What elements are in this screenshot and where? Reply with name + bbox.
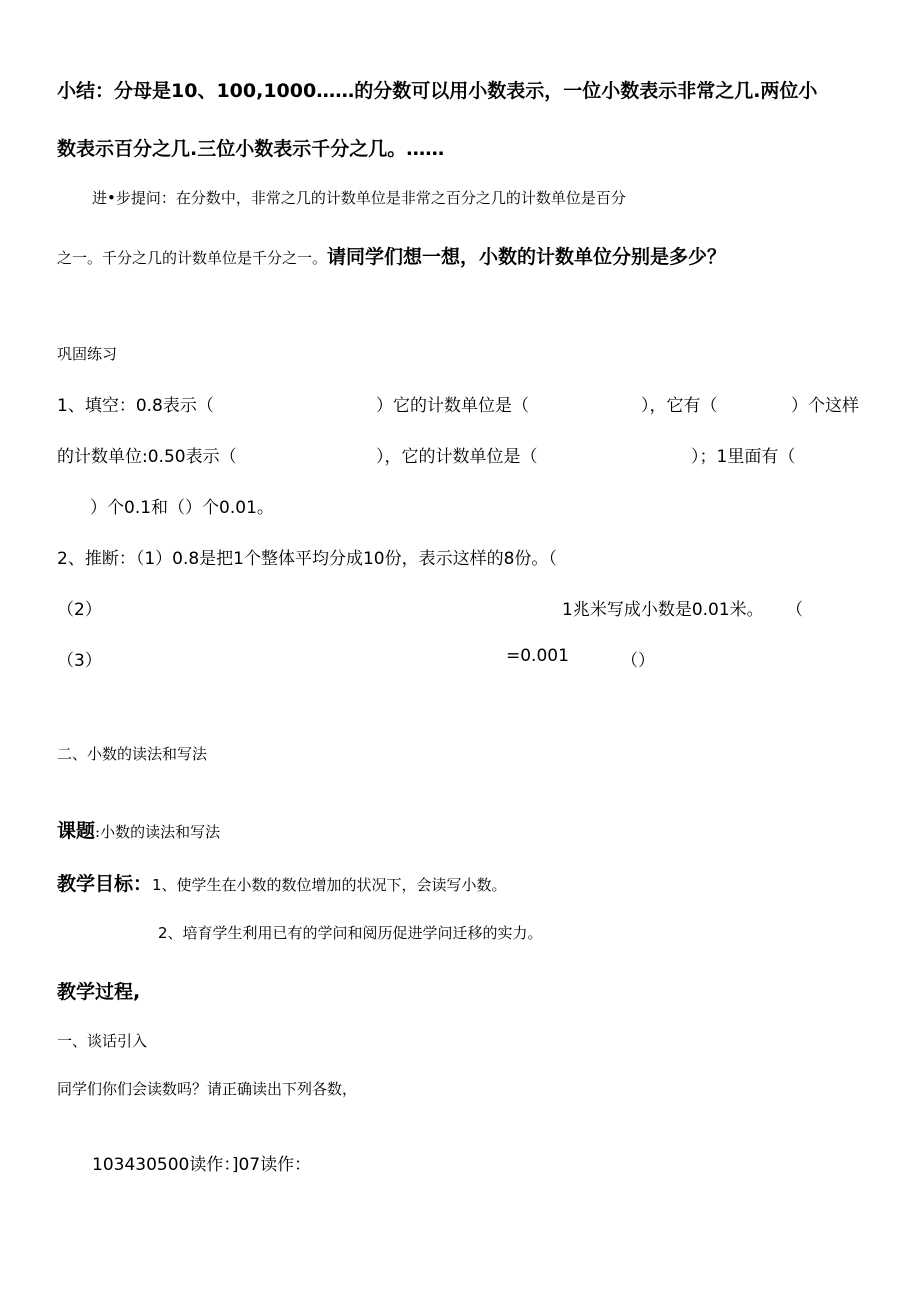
goal-label: 教学目标：: [57, 873, 153, 895]
intro-heading: 一、谈话引入: [57, 1032, 148, 1050]
q2-item-3-paren: （）: [621, 651, 655, 671]
q1-part-b3: ）；1里面有（: [691, 447, 796, 467]
topic-line: [57, 816, 220, 843]
q1-part-a2: ）它的计数单位是（: [376, 396, 529, 416]
q2-item-2-text: 1兆米写成小数是0.01米。: [562, 600, 764, 620]
q1-part-c1: ）个0.1和（）个0.01。: [90, 498, 274, 518]
goal-1: 1、使学生在小数的数位增加的状况下，会读写小数。: [152, 876, 507, 894]
goal-2: 2、培育学生利用已有的学问和阅历促进学问迁移的实力。: [158, 924, 543, 942]
topic-text: :小数的读法和写法: [95, 823, 221, 841]
section-2-title: 二、小数的读法和写法: [57, 745, 208, 763]
topic-label: 课题: [57, 820, 96, 842]
q2-item-2-label: （2）: [57, 600, 102, 620]
intro-question: 同学们你们会读数吗？请正确读出下列各数，: [57, 1080, 358, 1098]
practice-heading: 巩固练习: [57, 345, 118, 363]
q2-item-3-text: =0.001: [506, 646, 569, 666]
q1-part-b2: ），它的计数单位是（: [376, 447, 538, 467]
number-reading-line: 103430500读作：]07读作：: [92, 1155, 312, 1175]
goal-line: [57, 869, 507, 896]
summary-line-2: 数表示百分之几.三位小数表示千分之几。……: [57, 138, 445, 160]
q2-item-3-label: （3）: [57, 651, 102, 671]
process-heading: 教学过程,: [57, 981, 141, 1003]
q1-part-a4: ）个这样: [791, 396, 859, 416]
q2-item-2-paren: （: [786, 600, 803, 620]
q1-part-a1: 1、填空：0.8表示（: [57, 396, 214, 416]
q1-part-b1: 的计数单位:0.50表示（: [57, 447, 237, 467]
further-question-line-2-part-a: 之一。千分之几的计数单位是千分之一。: [57, 249, 328, 267]
summary-line-1: 小结：分母是10、100,1000……的分数可以用小数表示，一位小数表示非常之几.两位小: [57, 80, 818, 102]
further-question-line-1: 进•步提问：在分数中，非常之几的计数单位是非常之百分之几的计数单位是百分: [92, 189, 626, 207]
q2-line-1: 2、推断：（1）0.8是把1个整体平均分成10份，表示这样的8份。（: [57, 549, 557, 569]
further-question-line-2-part-b: 请同学们想一想，小数的计数单位分别是多少？: [327, 246, 727, 268]
further-question-line-2: [57, 242, 726, 269]
q1-part-a3: ），它有（: [641, 396, 718, 416]
